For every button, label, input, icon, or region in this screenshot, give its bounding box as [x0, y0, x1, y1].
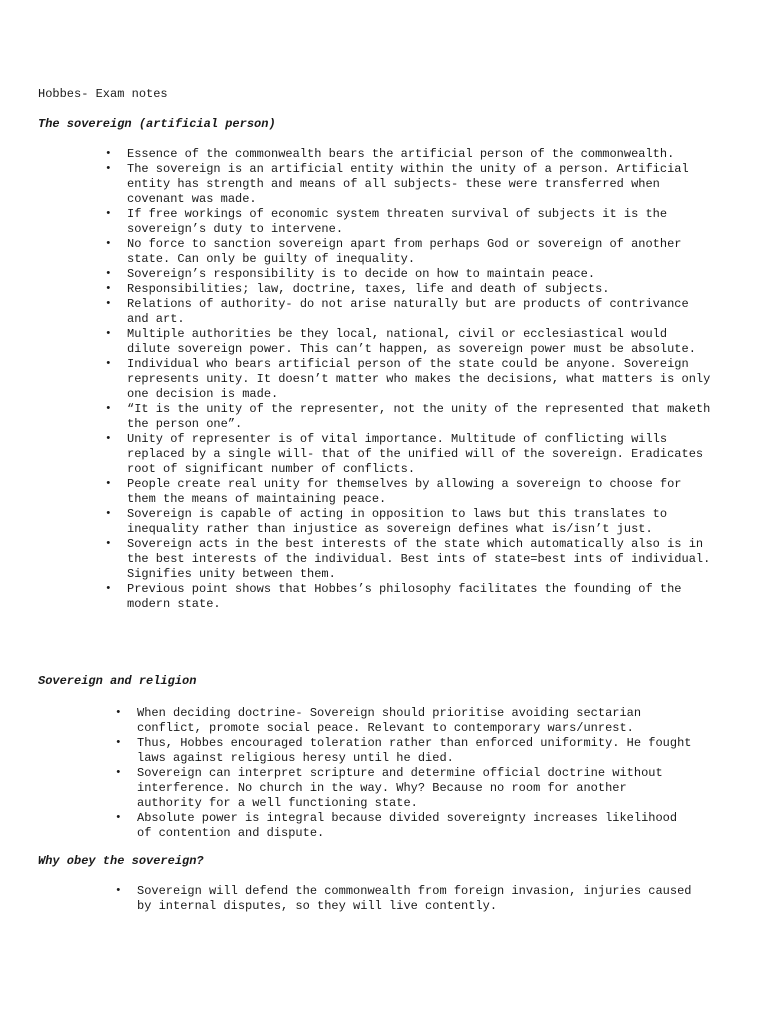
bullet-icon: •	[105, 163, 112, 175]
list-item: • If free workings of economic system threaten survival of subjects it is the sovereign’s duty to intervene.	[105, 207, 668, 236]
list-item: • Absolute power is integral because divided sovereignty increases likelihood of contention and dispute.	[115, 811, 678, 840]
list-item: • Responsibilities; law, doctrine, taxes, life and death of subjects.	[105, 282, 610, 296]
bullet-icon: •	[105, 433, 112, 445]
list-item: • Sovereign will defend the commonwealth from foreign invasion, injuries caused by internal disputes, so they will live contently.	[115, 884, 692, 913]
bullet-icon: •	[115, 812, 122, 824]
bullet-icon: •	[105, 583, 112, 595]
bullet-icon: •	[105, 403, 112, 415]
bullet-icon: •	[105, 298, 112, 310]
list-item: • Sovereign can interpret scripture and determine official doctrine without interference. No church in the way. Why? Because no room for another authority for a well functioning state.	[115, 766, 663, 810]
list-item: • “It is the unity of the representer, not the unity of the represented that maketh the person one”.	[105, 402, 711, 431]
bullet-icon: •	[105, 268, 112, 280]
bullet-icon: •	[105, 538, 112, 550]
section-heading-why-obey: Why obey the sovereign?	[38, 854, 204, 868]
list-item: • Sovereign’s responsibility is to decide on how to maintain peace.	[105, 267, 596, 281]
bullet-icon: •	[105, 508, 112, 520]
document-title: Hobbes- Exam notes	[38, 87, 168, 101]
bullet-icon: •	[115, 737, 122, 749]
bullet-icon: •	[105, 283, 112, 295]
bullet-icon: •	[115, 707, 122, 719]
religion-notes-list	[115, 706, 697, 841]
bullet-icon: •	[115, 767, 122, 779]
bullet-icon: •	[105, 358, 112, 370]
bullet-icon: •	[115, 885, 122, 897]
list-item: • Previous point shows that Hobbes’s philosophy facilitates the founding of the modern state.	[105, 582, 682, 611]
list-item: • Essence of the commonwealth bears the artificial person of the commonwealth.	[105, 147, 675, 161]
list-item: • Thus, Hobbes encouraged toleration rather than enforced uniformity. He fought laws against religious heresy until he died.	[115, 736, 692, 765]
bullet-icon: •	[105, 478, 112, 490]
bullet-icon: •	[105, 238, 112, 250]
list-item: • People create real unity for themselves by allowing a sovereign to choose for them the means of maintaining peace.	[105, 477, 682, 506]
section-heading-sovereign-artificial-person: The sovereign (artificial person)	[38, 117, 276, 131]
list-item: • The sovereign is an artificial entity within the unity of a person. Artificial entity has strength and means of all subjects- these were transferred when covenant was made.	[105, 162, 689, 206]
list-item: • When deciding doctrine- Sovereign should prioritise avoiding sectarian conflict, promote social peace. Relevant to contemporary wars/unrest.	[115, 706, 642, 735]
list-item: • Multiple authorities be they local, national, civil or ecclesiastical would dilute sovereign power. This can’t happen, as sovereign power must be absolute.	[105, 327, 696, 356]
list-item: • Unity of representer is of vital importance. Multitude of conflicting wills replaced by a single will- that of the unified will of the sovereign. Eradicates root of significant number of conflicts.	[105, 432, 704, 476]
list-item: • No force to sanction sovereign apart from perhaps God or sovereign of another state. Can only be guilty of inequality.	[105, 237, 682, 266]
obey-notes-list	[115, 884, 697, 914]
list-item: • Relations of authority- do not arise naturally but are products of contrivance and art.	[105, 297, 689, 326]
list-item: • Sovereign acts in the best interests of the state which automatically also is in the best interests of the individual. Best ints of state=best ints of individual. Signifies unity between them.	[105, 537, 711, 581]
section-heading-sovereign-and-religion: Sovereign and religion	[38, 674, 197, 688]
bullet-icon: •	[105, 208, 112, 220]
bullet-icon: •	[105, 328, 112, 340]
bullet-icon: •	[105, 148, 112, 160]
list-item: • Sovereign is capable of acting in opposition to laws but this translates to inequality rather than injustice as sovereign defines what is/isn’t just.	[105, 507, 668, 536]
sovereign-notes-list	[105, 147, 712, 612]
list-item: • Individual who bears artificial person of the state could be anyone. Sovereign represents unity. It doesn’t matter who makes the decisions, what matters is only one decision is made.	[105, 357, 711, 401]
